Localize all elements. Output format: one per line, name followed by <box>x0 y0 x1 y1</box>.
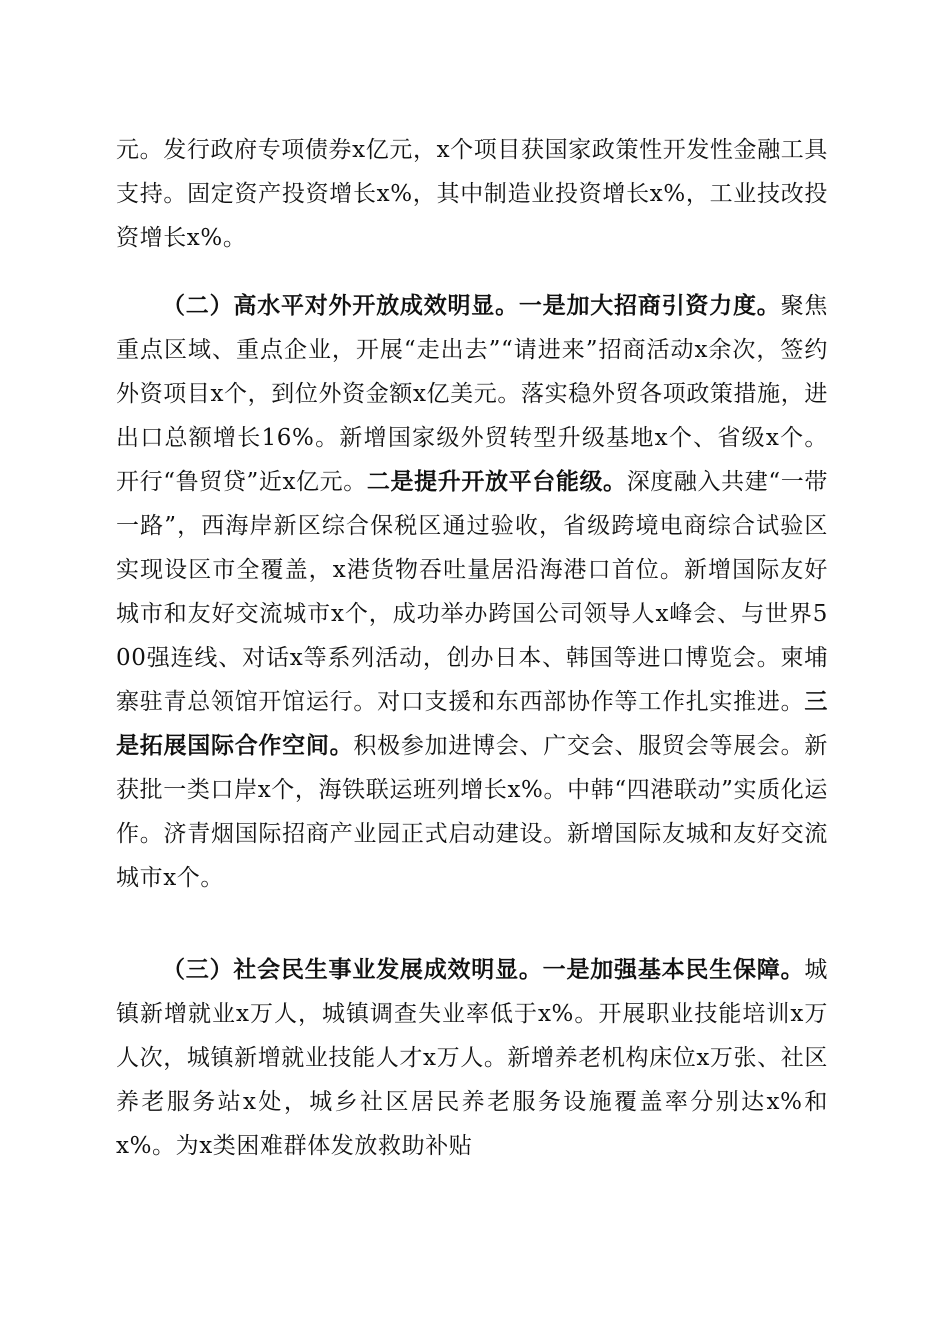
paragraph-text: 积极参加进博会、广交会、服贸会等展会。新获批一类口岸x个，海铁联运班列增长x%。中韩“四港联动”实质化运作。济青烟国际招商产业园正式启动建设。新增国际友城和友好交流城市x个。 <box>116 733 829 891</box>
paragraph-text: 元。发行政府专项债券x亿元，x个项目获国家政策性开发性金融工具支持。固定资产投资增长x%，其中制造业投资增长x%，工业技改投资增长x%。 <box>116 137 828 251</box>
subheading: 三是拓展国际合作空间。 <box>116 688 828 759</box>
paragraph-text: 城镇新增就业x万人，城镇调查失业率低于x%。开展职业技能培训x万人次，城镇新增就业技能人才x万人。新增养老机构床位x万张、社区养老服务站x处，城乡社区居民养老服务设施覆盖率分别达x%和x%。为x类困难群体发放救助补贴 <box>116 957 828 1159</box>
paragraph-text: 聚焦重点区域、重点企业，开展“走出去”“请进来”招商活动x余次，签约外资项目x个，到位外资金额x亿美元。落实稳外贸各项政策措施，进出口总额增长16%。新增国家级外贸转型升级基地x个、省级x个。开行“鲁贸贷”近x亿元。 <box>116 293 829 495</box>
paragraph-text: 深度融入共建“一带一路”，西海岸新区综合保税区通过验收，省级跨境电商综合试验区实现设区市全覆盖，x港货物吞吐量居沿海港口首位。新增国际友好城市和友好交流城市x个，成功举办跨国公司领导人x峰会、与世界500强连线、对话x等系列活动，创办日本、韩国等进口博览会。柬埔寨驻青总领馆开馆运行。对口支援和东西部协作等工作扎实推进。 <box>116 469 828 715</box>
subheading: 二是提升开放平台能级。 <box>366 468 627 495</box>
paragraph-investment-continued <box>116 128 828 260</box>
section-heading: （二）高水平对外开放成效明显。一是加大招商引资力度。 <box>162 292 781 319</box>
paragraph-livelihood <box>116 948 828 1168</box>
paragraph-opening-up <box>116 284 828 900</box>
section-heading: （三）社会民生事业发展成效明显。一是加强基本民生保障。 <box>162 956 805 983</box>
